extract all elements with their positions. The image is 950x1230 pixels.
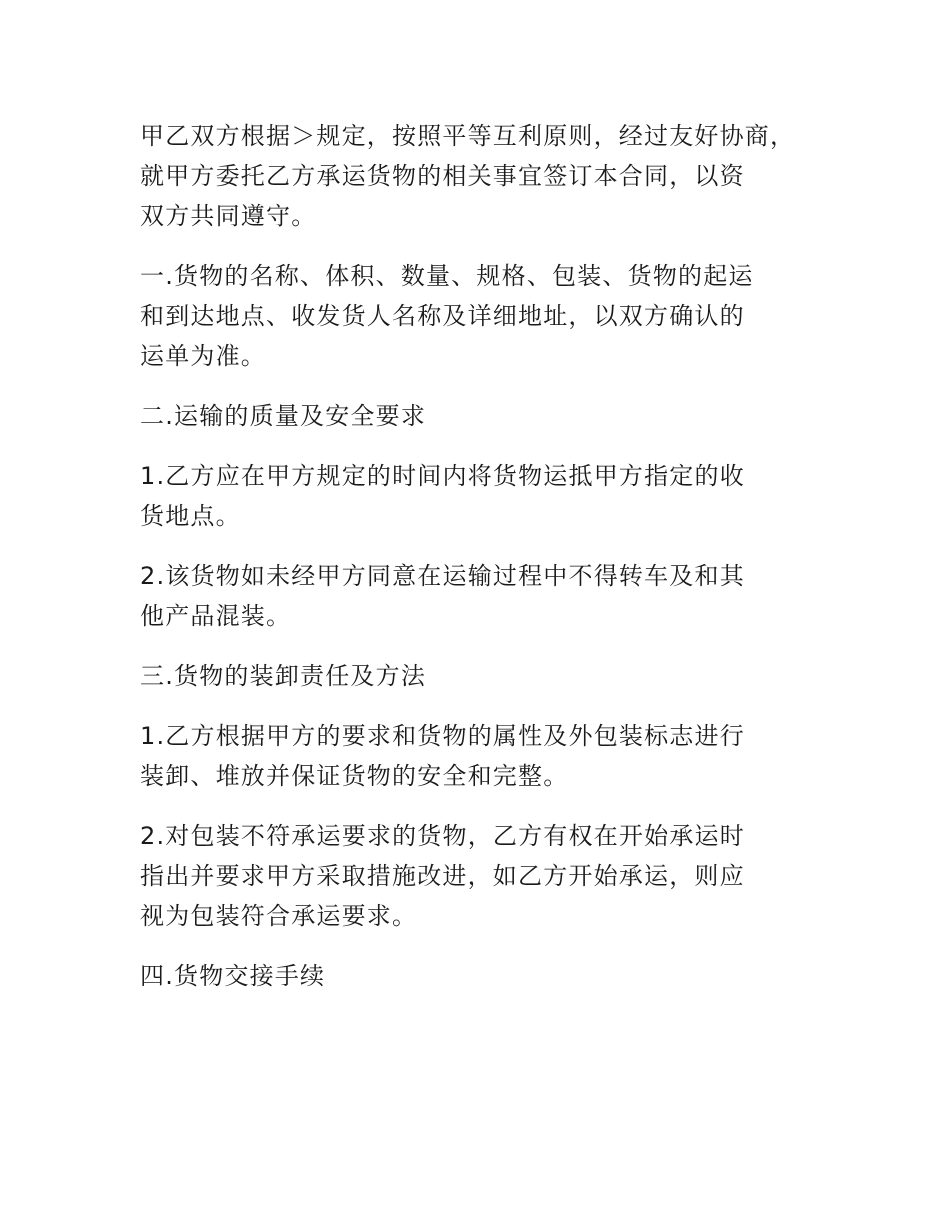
document-page bbox=[140, 116, 840, 1016]
text-line: 2.对包装不符承运要求的货物，乙方有权在开始承运时 bbox=[140, 822, 745, 850]
text-line: 和到达地点、收发货人名称及详细地址，以双方确认的 bbox=[140, 302, 745, 330]
intro-paragraph bbox=[140, 116, 840, 236]
text-line: 就甲方委托乙方承运货物的相关事宜签订本合同，以资 bbox=[140, 162, 745, 190]
section-3-item-2 bbox=[140, 816, 840, 936]
section-3-item-1 bbox=[140, 716, 840, 796]
text-line: 双方共同遵守。 bbox=[140, 202, 317, 230]
text-line: 指出并要求甲方采取措施改进，如乙方开始承运，则应 bbox=[140, 862, 745, 890]
section-4-heading bbox=[140, 956, 840, 996]
heading-text: 四.货物交接手续 bbox=[140, 962, 326, 990]
text-line: 视为包装符合承运要求。 bbox=[140, 902, 418, 930]
text-line: 运单为准。 bbox=[140, 342, 266, 370]
text-line: 货地点。 bbox=[140, 502, 241, 530]
text-line: 1.乙方应在甲方规定的时间内将货物运抵甲方指定的收 bbox=[140, 462, 745, 490]
section-2-heading bbox=[140, 396, 840, 436]
heading-text: 二.运输的质量及安全要求 bbox=[140, 402, 427, 430]
text-line: 2.该货物如未经甲方同意在运输过程中不得转车及和其 bbox=[140, 562, 745, 590]
text-line: 甲乙双方根据＞规定，按照平等互利原则，经过友好协商， bbox=[140, 122, 796, 150]
section-3-heading bbox=[140, 656, 840, 696]
text-line: 他产品混装。 bbox=[140, 602, 292, 630]
section-2-item-1 bbox=[140, 456, 840, 536]
section-2-item-2 bbox=[140, 556, 840, 636]
text-line: 1.乙方根据甲方的要求和货物的属性及外包装标志进行 bbox=[140, 722, 745, 750]
text-line: 装卸、堆放并保证货物的安全和完整。 bbox=[140, 762, 569, 790]
section-1-paragraph bbox=[140, 256, 840, 376]
text-line: 一.货物的名称、体积、数量、规格、包装、货物的起运 bbox=[140, 262, 754, 290]
heading-text: 三.货物的装卸责任及方法 bbox=[140, 662, 427, 690]
